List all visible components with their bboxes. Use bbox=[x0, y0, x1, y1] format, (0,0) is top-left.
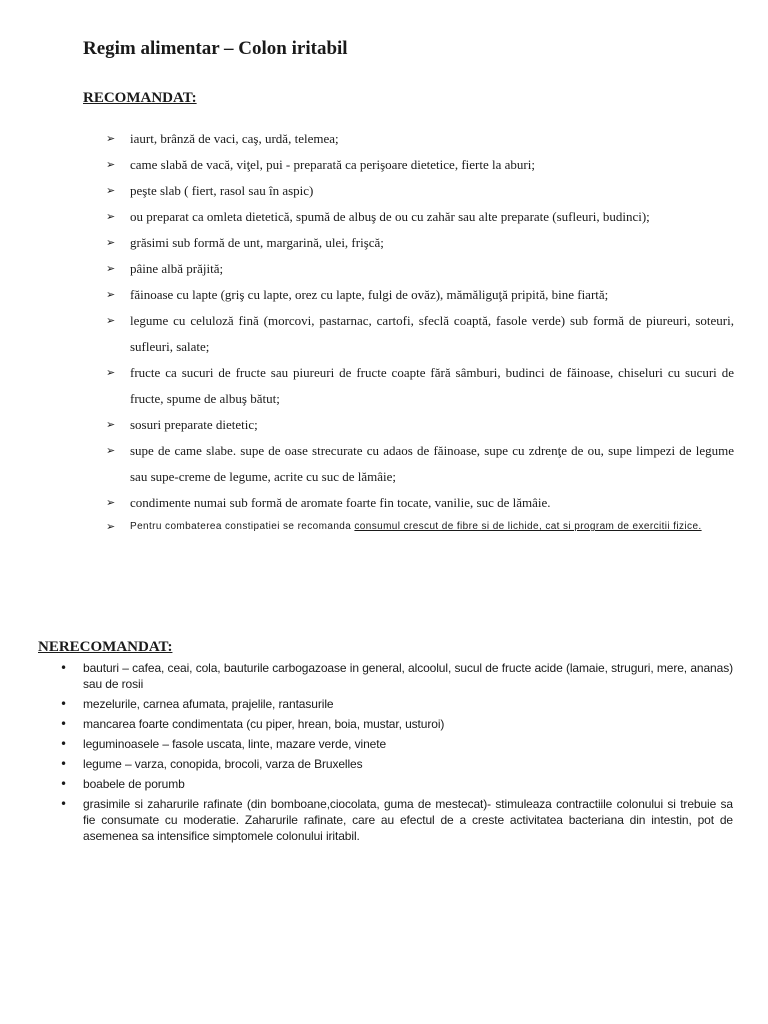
list-item: ➢ ou preparat ca omleta dietetică, spumă de albuş de ou cu zahăr sau alte preparate (sufleuri, budinci); bbox=[106, 204, 734, 230]
arrowhead-bullet-icon: ➢ bbox=[106, 132, 116, 145]
arrowhead-bullet-icon: ➢ bbox=[106, 520, 116, 533]
round-bullet-icon: • bbox=[60, 661, 67, 675]
arrowhead-bullet-icon: ➢ bbox=[106, 184, 116, 197]
arrowhead-bullet-icon: ➢ bbox=[106, 236, 116, 249]
arrowhead-bullet-icon: ➢ bbox=[106, 288, 116, 301]
arrowhead-bullet-icon: ➢ bbox=[106, 314, 116, 327]
list-item: • bauturi – cafea, ceai, cola, bauturile carbogazoase in general, alcoolul, sucul de fructe acide (lamaie, struguri, mere, ananas) sau de rosii bbox=[60, 661, 733, 691]
round-bullet-icon: • bbox=[60, 737, 67, 751]
list-item: ➢ condimente numai sub formă de aromate foarte fin tocate, vanilie, suc de lămâie. bbox=[106, 490, 734, 516]
list-item: • leguminoasele – fasole uscata, linte, mazare verde, vinete bbox=[60, 737, 387, 751]
not-recommended-list bbox=[60, 660, 733, 848]
round-bullet-icon: • bbox=[60, 757, 67, 771]
list-item: ➢ pâine albă prăjită; bbox=[106, 256, 734, 282]
round-bullet-icon: • bbox=[60, 797, 67, 811]
list-item: • mancarea foarte condimentata (cu piper, hrean, boia, mustar, usturoi) bbox=[60, 717, 445, 731]
list-item: ➢ grăsimi sub formă de unt, margarină, ulei, frişcă; bbox=[106, 230, 734, 256]
list-item: ➢ peşte slab ( fiert, rasol sau în aspic) bbox=[106, 178, 734, 204]
arrowhead-bullet-icon: ➢ bbox=[106, 366, 116, 379]
list-item: ➢ came slabă de vacă, viţel, pui - preparată ca perişoare dietetice, fierte la aburi; bbox=[106, 152, 734, 178]
arrowhead-bullet-icon: ➢ bbox=[106, 496, 116, 509]
list-item: • mezelurile, carnea afumata, prajelile, rantasurile bbox=[60, 697, 334, 711]
list-item: ➢ fructe ca sucuri de fructe sau piureuri de fructe coapte fără sâmburi, budinci de făinoase, chiseluri cu sucuri de fructe, spume de albuş bătut; bbox=[106, 360, 734, 412]
not-recommended-heading: NERECOMANDAT: bbox=[38, 639, 173, 655]
list-item: ➢ legume cu celuloză fină (morcovi, pastarnac, cartofi, sfeclă coaptă, fasole verde) sub formă de piureuri, soteuri, sufleuri, salate; bbox=[106, 308, 734, 360]
list-item: • legume – varza, conopida, brocoli, varza de Bruxelles bbox=[60, 757, 363, 771]
arrowhead-bullet-icon: ➢ bbox=[106, 262, 116, 275]
arrowhead-bullet-icon: ➢ bbox=[106, 210, 116, 223]
round-bullet-icon: • bbox=[60, 697, 67, 711]
arrowhead-bullet-icon: ➢ bbox=[106, 418, 116, 431]
arrowhead-bullet-icon: ➢ bbox=[106, 444, 116, 457]
list-item: ➢ supe de came slabe. supe de oase strecurate cu adaos de făinoase, supe cu zdrenţe de ou, supe limpezi de legume sau supe-creme de legume, acrite cu suc de lămâie; bbox=[106, 438, 734, 490]
round-bullet-icon: • bbox=[60, 777, 67, 791]
list-item: • grasimile si zaharurile rafinate (din bomboane,ciocolata, guma de mestecat)- stimuleaza contractiile colonului si trebuie sa fie consumate cu moderatie. Zaharurile rafinate, care au efectul de a creste activitatea bacteriana din intestin, pot de asemenea sa intensifice simptomele colonului iritabil. bbox=[60, 797, 733, 843]
list-item: ➢ sosuri preparate dietetic; bbox=[106, 412, 734, 438]
recommended-list bbox=[106, 126, 734, 538]
document-title: Regim alimentar – Colon iritabil bbox=[83, 38, 348, 59]
arrowhead-bullet-icon: ➢ bbox=[106, 158, 116, 171]
list-item: ➢ făinoase cu lapte (griş cu lapte, orez cu lapte, fulgi de ovăz), mămăliguţă pripită, bine fiartă; bbox=[106, 282, 734, 308]
list-item: • boabele de porumb bbox=[60, 777, 185, 791]
recommended-heading: RECOMANDAT: bbox=[83, 90, 197, 106]
list-item: ➢ iaurt, brânză de vaci, caş, urdă, telemea; bbox=[106, 126, 734, 152]
constipation-note: ➢ Pentru combaterea constipatiei se recomanda consumul crescut de fibre si de lichide, cat si program de exercitii fizice. bbox=[106, 516, 734, 538]
round-bullet-icon: • bbox=[60, 717, 67, 731]
